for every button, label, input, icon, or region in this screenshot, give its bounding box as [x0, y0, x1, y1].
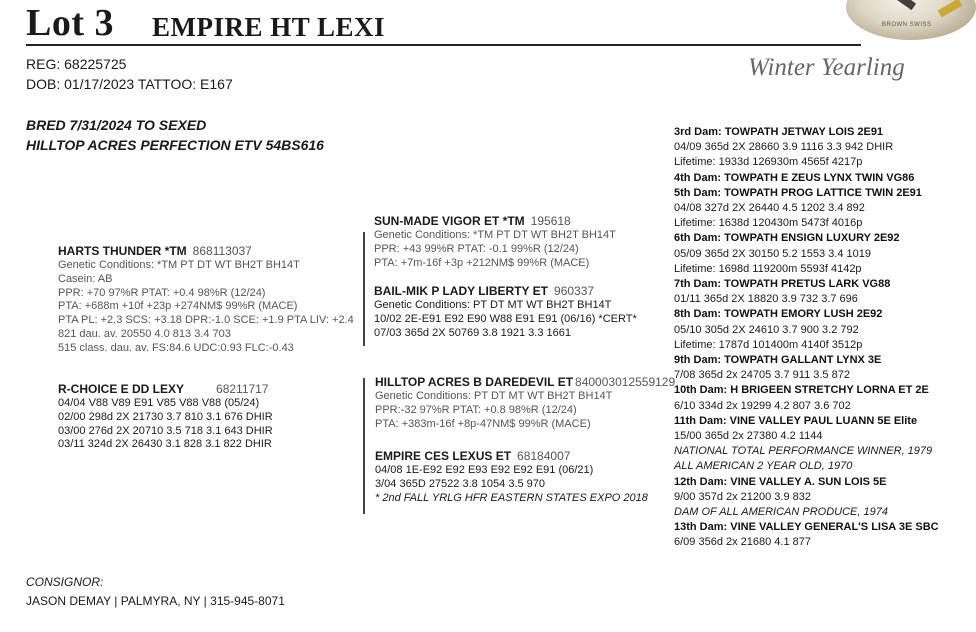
- ancestor-dam-record: Lifetime: 1933d 126930m 4565f 4217p: [674, 156, 863, 169]
- dam-name-text: R-CHOICE E DD LEXY: [58, 382, 185, 396]
- dam-block: [58, 382, 273, 452]
- pedigree-connector-dam: [363, 378, 365, 514]
- dam-sire-line: PTA: +383m-16f +8p-47NM$ 99%R (MACE): [375, 417, 591, 430]
- sire-reg: 868113037: [192, 244, 252, 258]
- consignor-name: JASON DEMAY: [26, 594, 111, 608]
- sire-dam-reg: 960337: [554, 284, 595, 298]
- ancestor-dam-record: 05/10 305d 2X 24610 3.7 900 3.2 792: [674, 323, 859, 336]
- ancestor-dam-record: 05/09 365d 2X 30150 5.2 1553 3.4 1019: [674, 247, 871, 260]
- consignor-separator: |: [114, 594, 118, 608]
- ancestor-dam-record: 04/08 327d 2X 26440 4.5 1202 3.4 892: [674, 202, 865, 215]
- ancestor-dam-honor: NATIONAL TOTAL PERFORMANCE WINNER, 1979: [674, 445, 933, 458]
- sire-dam-name: [374, 284, 637, 299]
- extended-dam-list: [674, 125, 939, 551]
- dam-dam-note: * 2nd FALL YRLG HFR EASTERN STATES EXPO 2018: [375, 491, 648, 504]
- sire-line: 515 class. dau. av. FS:84.6 UDC:0.93 FLC:-0.43: [58, 341, 294, 354]
- header-divider: [26, 44, 861, 46]
- ancestor-dam-name: 5th Dam: TOWPATH PROG LATTICE TWIN 2E91: [674, 186, 922, 199]
- dam-line: 03/00 276d 2X 20710 3.5 718 3.1 643 DHIR: [58, 424, 273, 437]
- ancestor-dam-name: 10th Dam: H BRIGEEN STRETCHY LORNA ET 2E: [674, 384, 929, 397]
- ancestor-dam-record: 15/00 365d 2x 27380 4.2 1144: [674, 430, 823, 443]
- ancestor-dam-honor: ALL AMERICAN 2 YEAR OLD, 1970: [674, 460, 853, 473]
- sire-sire-line: Genetic Conditions: *TM PT DT WT BH2T BH14T: [374, 229, 616, 241]
- sire-line: 821 dau. av. 20550 4.0 813 3.4 703: [58, 327, 231, 340]
- dam-sire-name-text: HILLTOP ACRES B DAREDEVIL ET: [375, 375, 574, 389]
- ancestor-dam-record: 01/11 365d 2X 18820 3.9 732 3.7 696: [674, 293, 858, 306]
- ancestor-dam-honor: DAM OF ALL AMERICAN PRODUCE, 1974: [674, 506, 888, 519]
- consignor-separator: |: [203, 594, 207, 608]
- ancestor-dam-record: 7/08 365d 2x 24705 3.7 911 3.5 872: [674, 369, 850, 382]
- dam-dam-name-text: EMPIRE CES LEXUS ET: [375, 449, 512, 463]
- dam-line: 04/04 V88 V89 E91 V85 V88 V88 (05/24): [58, 397, 260, 409]
- dam-line: 03/11 324d 2X 26430 3.1 828 3.1 822 DHIR: [58, 438, 272, 451]
- sire-line: Casein: AB: [58, 272, 113, 285]
- dam-reg: 68211717: [216, 382, 269, 396]
- ancestor-dam-record: 6/10 334d 2x 19299 4.2 807 3.6 702: [674, 399, 851, 412]
- sire-name: [58, 244, 354, 259]
- dam-sire-reg: 840003012559129: [575, 375, 676, 389]
- sire-dam-name-text: BAIL-MIK P LADY LIBERTY ET: [374, 284, 549, 298]
- ancestor-dam-name: 8th Dam: TOWPATH EMORY LUSH 2E92: [674, 308, 883, 321]
- horse-name: EMPIRE HT LEXI: [152, 12, 386, 42]
- logo-text: BROWN SWISS: [882, 22, 932, 28]
- dam-dam-name: [375, 449, 648, 464]
- sire-sire-line: PPR: +43 99%R PTAT: -0.1 99%R (12/24): [374, 242, 579, 255]
- ancestor-dam-name: 12th Dam: VINE VALLEY A. SUN LOIS 5E: [674, 475, 887, 488]
- ancestor-dam-record: Lifetime: 1638d 120430m 5473f 4016p: [674, 217, 863, 230]
- pedigree-connector-sire: [363, 232, 365, 346]
- dam-line: 02/00 298d 2X 21730 3.7 810 3.1 676 DHIR: [58, 410, 273, 423]
- dam-dam-line: 04/08 1E-E92 E92 E93 E92 E92 E91 (06/21): [375, 464, 594, 476]
- dam-sire-line: Genetic Conditions: PT DT MT WT BH2T BH14T: [375, 390, 613, 402]
- ancestor-dam-record: 6/09 356d 2x 21680 4.1 877: [674, 536, 812, 549]
- sire-name-text: HARTS THUNDER *TM: [58, 244, 187, 258]
- ancestor-dam-name: 4th Dam: TOWPATH E ZEUS LYNX TWIN VG86: [674, 171, 915, 184]
- consignor-info: [26, 593, 285, 609]
- ancestor-dam-name: 7th Dam: TOWPATH PRETUS LARK VG88: [674, 278, 891, 291]
- sire-dam-line: 07/03 365d 2X 50769 3.8 1921 3.3 1661: [374, 326, 571, 339]
- dam-sire-name: [375, 375, 675, 390]
- ancestor-dam-name: 6th Dam: TOWPATH ENSIGN LUXURY 2E92: [674, 232, 900, 245]
- sire-sire-line: PTA: +7m-16f +3p +212NM$ 99%R (MACE): [374, 256, 590, 269]
- sire-line: PTA: +688m +10f +23p +274NM$ 99%R (MACE): [58, 300, 298, 313]
- bred-to-sire: HILLTOP ACRES PERFECTION ETV 54BS616: [26, 137, 324, 153]
- sire-dam-line: Genetic Conditions: PT DT MT WT BH2T BH14T: [374, 299, 612, 311]
- dam-dam-reg: 68184007: [517, 449, 571, 463]
- dam-sire-line: PPR:-32 97%R PTAT: +0.8 98%R (12/24): [375, 403, 577, 416]
- sire-sire-reg: 195618: [530, 214, 571, 228]
- lot-number: Lot 3: [26, 2, 114, 44]
- registration-number: REG: 68225725: [26, 56, 127, 72]
- consignor-label: CONSIGNOR:: [26, 575, 104, 589]
- ancestor-dam-name: 3rd Dam: TOWPATH JETWAY LOIS 2E91: [674, 126, 884, 138]
- consignor-location: PALMYRA, NY: [120, 594, 201, 608]
- sire-dam-block: [374, 284, 637, 340]
- ancestor-dam-record: 9/00 357d 2x 21200 3.9 832: [674, 490, 812, 503]
- sale-category: Winter Yearling: [748, 54, 905, 81]
- consignor-phone: 315-945-8071: [210, 594, 285, 608]
- dam-sire-block: [375, 375, 675, 431]
- sire-sire-name-text: SUN-MADE VIGOR ET *TM: [374, 214, 525, 228]
- ancestor-dam-record: 04/09 365d 2X 28660 3.9 1116 3.3 942 DHIR: [674, 141, 894, 154]
- sire-sire-block: [374, 214, 616, 270]
- sire-line: PPR: +70 97%R PTAT: +0.4 98%R (12/24): [58, 286, 266, 299]
- dam-dam-line: 3/04 365D 27522 3.8 1054 3.5 970: [375, 477, 546, 490]
- ancestor-dam-name: 13th Dam: VINE VALLEY GENERAL'S LISA 3E SBC: [674, 521, 939, 534]
- dob-tattoo: DOB: 01/17/2023 TATTOO: E167: [26, 76, 233, 92]
- dam-dam-block: [375, 449, 648, 505]
- sire-sire-name: [374, 214, 616, 229]
- sire-dam-line: 10/02 2E-E91 E92 E90 W88 E91 E91 (06/16) *CERT*: [374, 312, 637, 325]
- sire-line: Genetic Conditions: *TM PT DT WT BH2T BH14T: [58, 259, 300, 271]
- ancestor-dam-record: Lifetime: 1698d 119200m 5593f 4142p: [674, 262, 862, 275]
- ancestor-dam-name: 11th Dam: VINE VALLEY PAUL LUANN 5E Elite: [674, 414, 918, 427]
- association-logo-seal: [846, 0, 976, 40]
- bred-date: BRED 7/31/2024 TO SEXED: [26, 117, 207, 133]
- ancestor-dam-name: 9th Dam: TOWPATH GALLANT LYNX 3E: [674, 354, 882, 367]
- sire-line: PTA PL: +2.3 SCS: +3.18 DPR:-1.0 SCE: +1.9 PTA LIV: +2.4: [58, 314, 354, 327]
- sire-block: [58, 244, 354, 356]
- ancestor-dam-record: Lifetime: 1787d 101400m 4140f 3512p: [674, 338, 863, 351]
- dam-name: [58, 382, 273, 397]
